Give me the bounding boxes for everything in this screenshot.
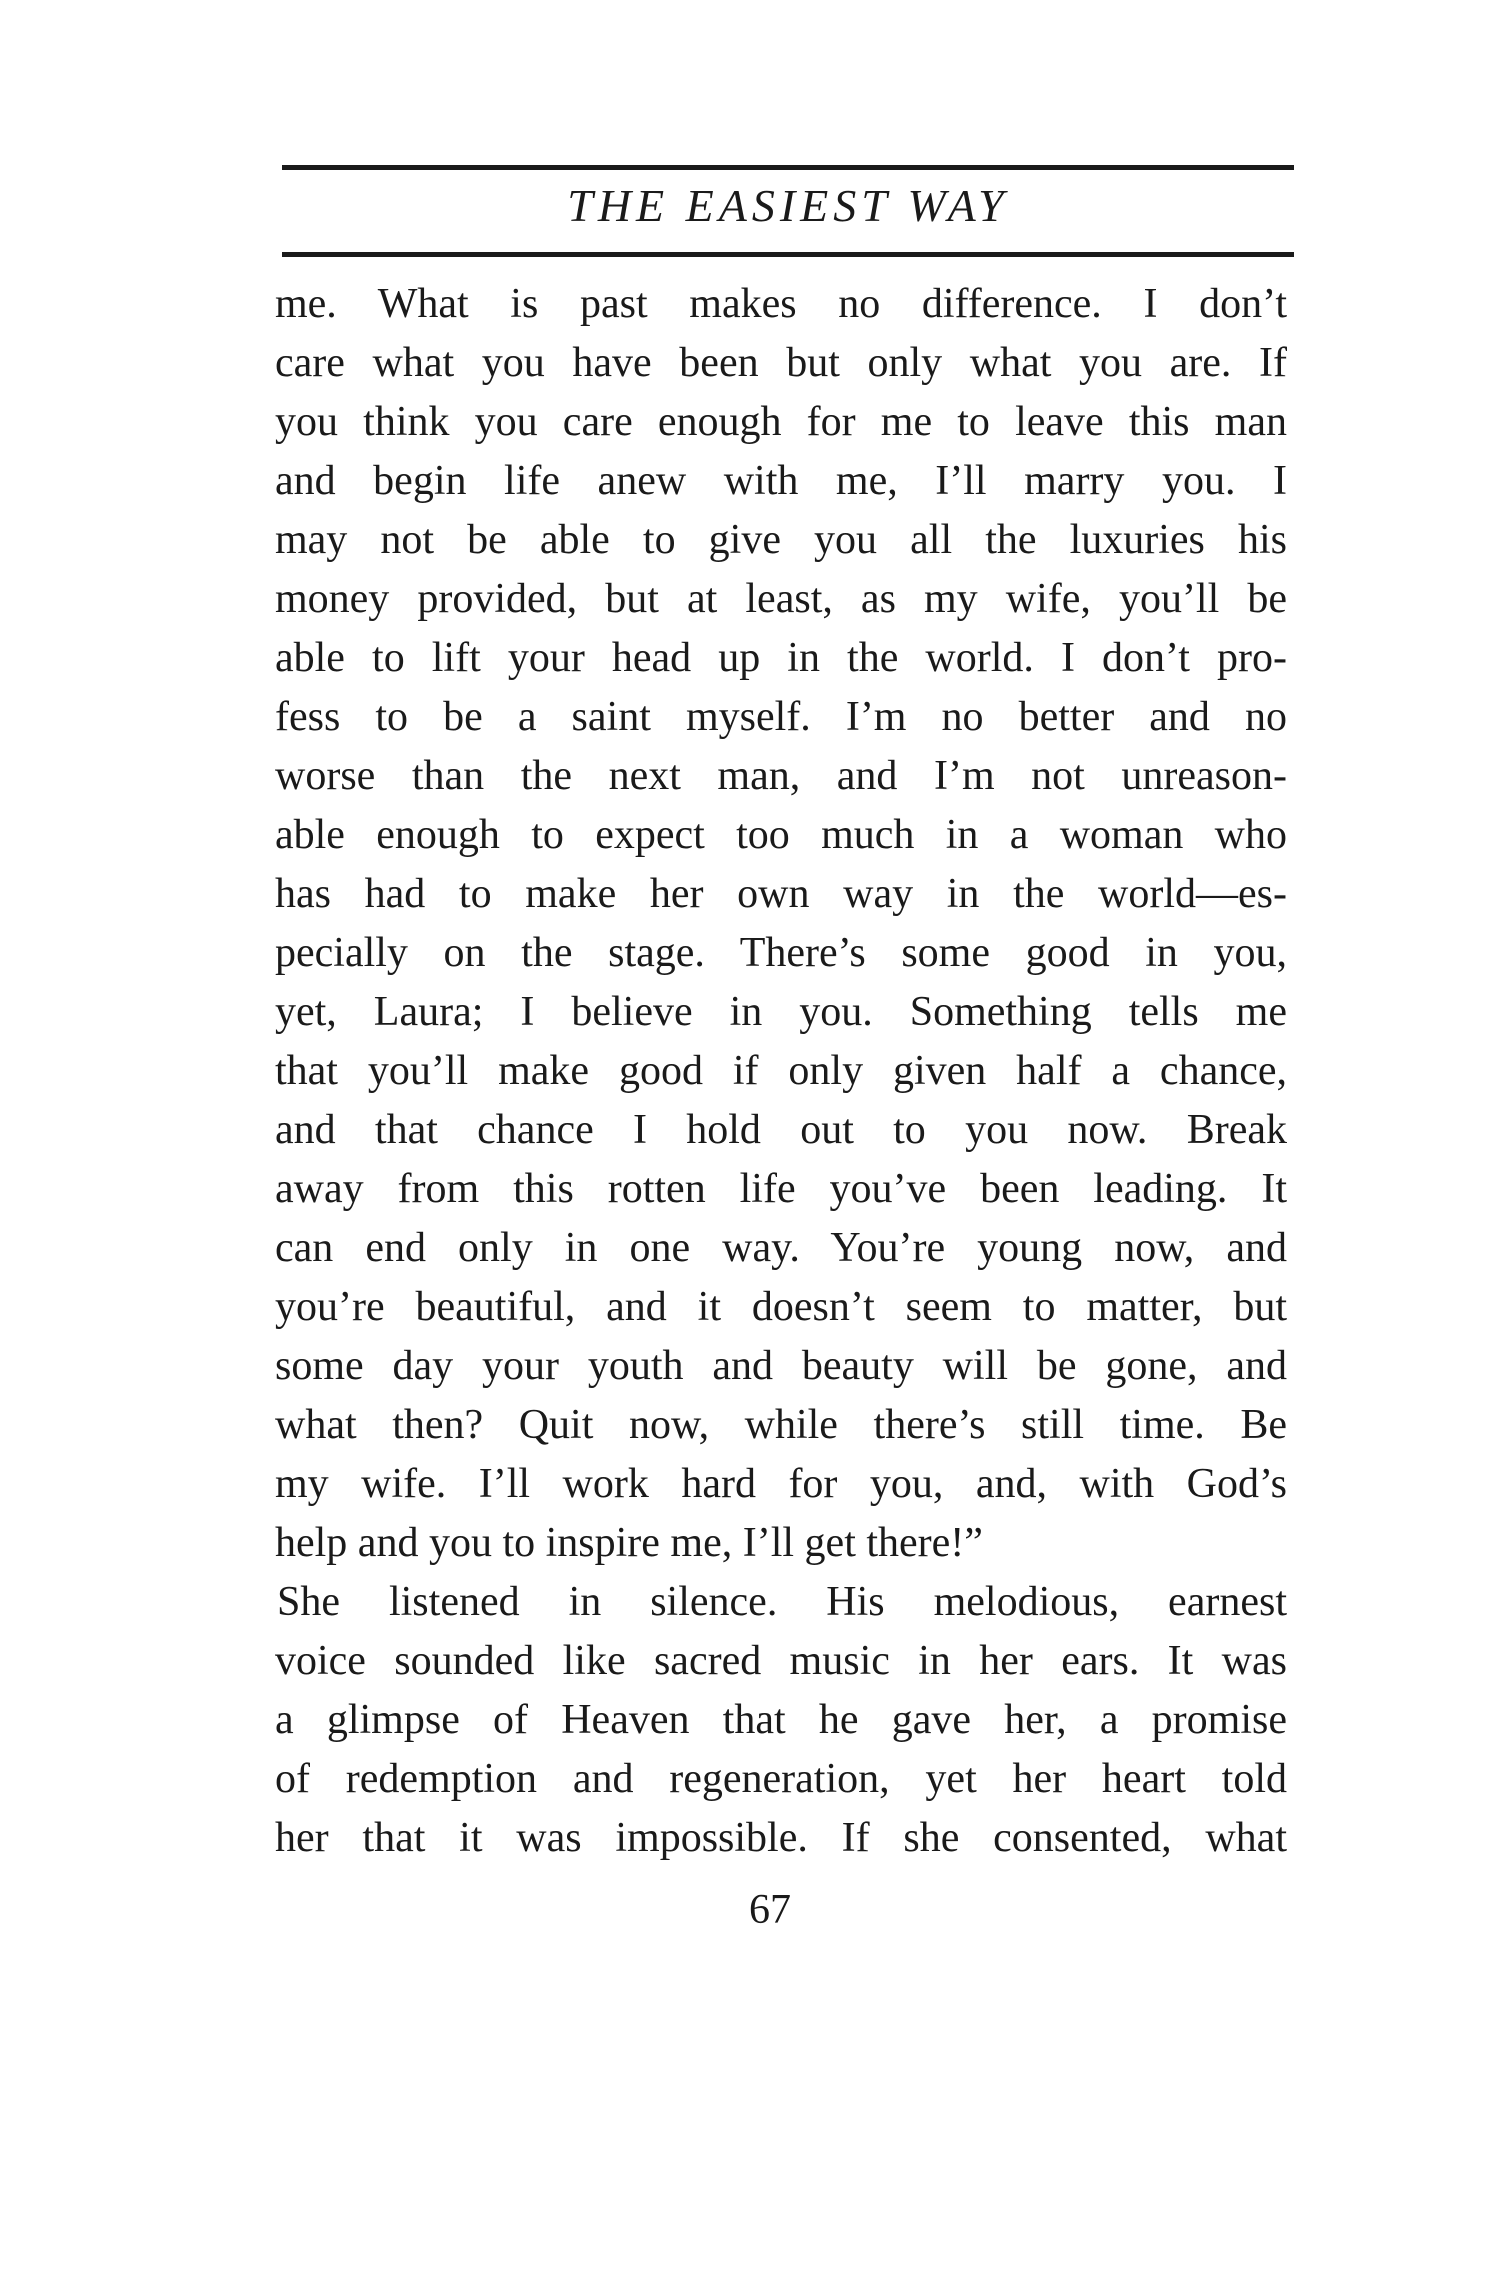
text-line: help and you to inspire me, I’ll get there!” [275, 1520, 983, 1566]
text-line: care what you have been but only what you are. If [275, 340, 1287, 386]
text-line: able enough to expect too much in a woman who [275, 812, 1287, 858]
text-line: and that chance I hold out to you now. Break [275, 1107, 1287, 1153]
text-line: money provided, but at least, as my wife, you’ll be [275, 576, 1287, 622]
header-rule-bottom [282, 252, 1294, 257]
page-number: 67 [749, 1887, 791, 1933]
text-line: you think you care enough for me to leave this man [275, 399, 1287, 445]
text-line: able to lift your head up in the world. I don’t pro- [275, 635, 1287, 681]
running-head: THE EASIEST WAY [567, 180, 1009, 231]
text-line: my wife. I’ll work hard for you, and, with God’s [275, 1461, 1287, 1507]
text-line: a glimpse of Heaven that he gave her, a promise [275, 1697, 1287, 1743]
text-line: fess to be a saint myself. I’m no better and no [275, 694, 1287, 740]
text-line: pecially on the stage. There’s some good in you, [275, 930, 1287, 976]
text-line: you’re beautiful, and it doesn’t seem to matter, but [275, 1284, 1287, 1330]
text-line: has had to make her own way in the world—es- [275, 871, 1287, 917]
text-line: and begin life anew with me, I’ll marry you. I [275, 458, 1287, 504]
text-line: away from this rotten life you’ve been leading. It [275, 1166, 1287, 1212]
header-rule-top [282, 165, 1294, 170]
body-text [275, 275, 1287, 1868]
text-line: some day your youth and beauty will be gone, and [275, 1343, 1287, 1389]
text-line: She listened in silence. His melodious, earnest [277, 1579, 1287, 1625]
paragraph [275, 275, 1287, 1573]
text-line: may not be able to give you all the luxuries his [275, 517, 1287, 563]
text-line: voice sounded like sacred music in her ears. It was [275, 1638, 1287, 1684]
text-line: her that it was impossible. If she consented, what [275, 1815, 1287, 1861]
text-line: yet, Laura; I believe in you. Something tells me [275, 989, 1287, 1035]
paragraph [275, 1573, 1287, 1868]
text-line: me. What is past makes no difference. I don’t [275, 281, 1287, 327]
text-line: can end only in one way. You’re young now, and [275, 1225, 1287, 1271]
text-line: what then? Quit now, while there’s still time. Be [275, 1402, 1287, 1448]
text-line: worse than the next man, and I’m not unreason- [275, 753, 1287, 799]
text-line: that you’ll make good if only given half a chance, [275, 1048, 1287, 1094]
text-line: of redemption and regeneration, yet her heart told [275, 1756, 1287, 1802]
